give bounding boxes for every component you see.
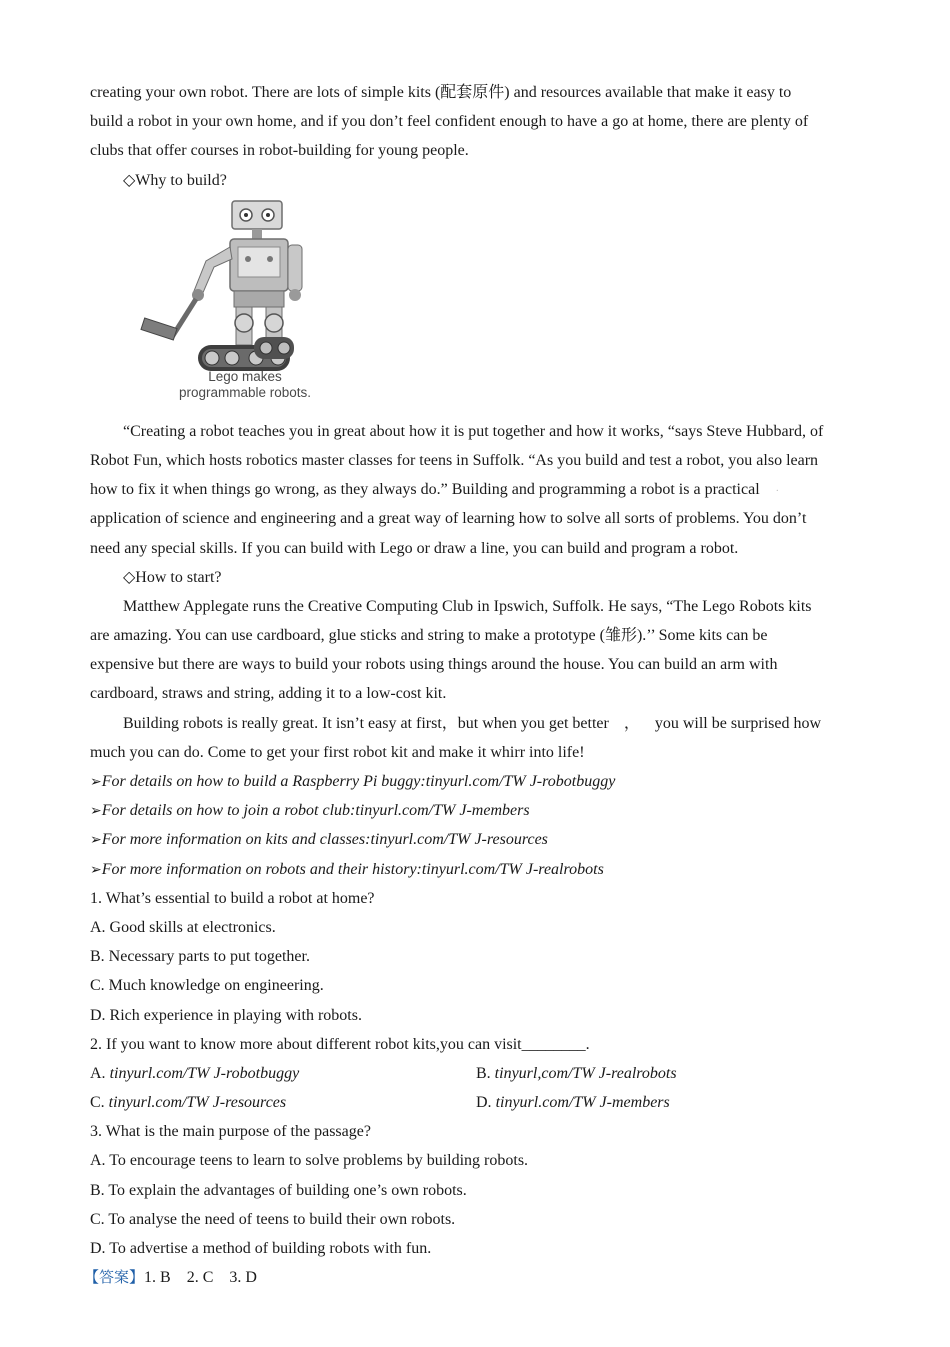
option-text: tinyurl.com/TW J-resources: [108, 1094, 287, 1112]
figure-caption-line-2: programmable robots.: [178, 384, 312, 400]
option-row: [90, 1059, 862, 1088]
text-line: cardboard, straws and string, adding it to a low-cost kit.: [90, 685, 447, 703]
link-text[interactable]: For details on how to build a Raspberry Pi buggy:tinyurl.com/TW J-robotbuggy: [101, 773, 616, 790]
figure-caption-line-1: Lego makes: [208, 368, 282, 384]
option-label: A.: [90, 1064, 110, 1082]
resource-links: [90, 767, 862, 884]
answer-option: [476, 1059, 862, 1088]
answer-option: A. To encourage teens to learn to solve problems by building robots.: [90, 1152, 529, 1170]
arrow-bullet-icon: ➢: [90, 862, 102, 878]
answer-option: B. To explain the advantages of building one’s own robots.: [90, 1181, 467, 1199]
text-line: much you can do. Come to get your first robot kit and make it whirr into life!: [90, 743, 585, 761]
text-span: how to fix it when things go wrong, as they always do.” Building and programming a robot is a practical: [90, 481, 760, 499]
text-line: application of science and engineering and a great way of learning how to solve all sorts of problems. You don’t: [90, 510, 807, 528]
question-stem: 3. What is the main purpose of the passage?: [90, 1123, 371, 1141]
text-line: build a robot in your own home, and if you don’t feel confident enough to have a go at home, there are plenty of: [90, 113, 809, 131]
text-line: need any special skills. If you can build with Lego or draw a line, you can build and program a robot.: [90, 539, 739, 557]
option-text: tinyurl.com/TW J-robotbuggy: [109, 1064, 300, 1082]
answer-tag: 【答案】: [84, 1268, 145, 1287]
option-text: tinyurl.com/TW J-members: [495, 1094, 670, 1112]
text-span: ，: [623, 714, 640, 732]
answer-option: [90, 1059, 476, 1088]
arrow-bullet-icon: ➢: [90, 833, 102, 849]
answer-option: D. To advertise a method of building robots with fun.: [90, 1240, 432, 1257]
text-line: Robot Fun, which hosts robotics master classes for teens in Suffolk. “As you build and test a robot, you also learn: [90, 451, 819, 469]
question-3: [90, 1117, 862, 1263]
option-text: tinyurl,com/TW J-realrobots: [494, 1064, 677, 1082]
option-label: C.: [90, 1094, 109, 1112]
question-1: [90, 884, 862, 1030]
answer-option: D. Rich experience in playing with robots.: [90, 1006, 362, 1024]
option-row: [90, 1088, 862, 1117]
text-line: “Creating a robot teaches you in great about how it is put together and how it works, “says Steve Hubbard, of: [123, 422, 824, 440]
scan-mark: ·: [775, 486, 779, 498]
link-text[interactable]: For more information on kits and classes:tinyurl.com/TW J-resources: [101, 831, 548, 849]
answer-option: C. To analyse the need of teens to build their own robots.: [90, 1210, 456, 1228]
link-text[interactable]: For details on how to join a robot club:tinyurl.com/TW J-members: [101, 802, 530, 820]
link-item[interactable]: [90, 796, 862, 825]
text-line: creating your own robot. There are lots of simple kits (配套原件) and resources available that make it easy to: [90, 84, 792, 101]
text-line: clubs that offer courses in robot-building for young people.: [90, 142, 469, 160]
text-line: [90, 475, 862, 504]
section-heading-why: ◇Why to build?: [123, 171, 227, 189]
link-item[interactable]: [90, 825, 862, 854]
arrow-bullet-icon: ➢: [90, 804, 102, 820]
option-label: B.: [476, 1064, 495, 1082]
text-line: expensive but there are ways to build your robots using things around the house. You can build an arm with: [90, 656, 778, 674]
intro-paragraph: [90, 78, 862, 166]
answer-option: B. Necessary parts to put together.: [90, 948, 310, 966]
answer-text: 1. B 2. C 3. D: [144, 1269, 257, 1287]
answer-option: C. Much knowledge on engineering.: [90, 977, 324, 995]
answer-key: [84, 1263, 862, 1292]
answer-option: [90, 1088, 476, 1117]
document-body: [84, 78, 862, 1292]
link-text[interactable]: For more information on robots and their history:tinyurl.com/TW J-realrobots: [101, 860, 604, 878]
question-2: [90, 1030, 862, 1118]
section-heading-how: ◇How to start?: [123, 568, 222, 586]
question-stem: 1. What’s essential to build a robot at home?: [90, 889, 375, 907]
answer-option: A. Good skills at electronics.: [90, 918, 276, 936]
link-item[interactable]: [90, 767, 862, 796]
answer-option: [476, 1088, 862, 1117]
closing-paragraph: [90, 709, 862, 767]
text-line: [90, 709, 862, 738]
robot-figure: [136, 195, 862, 417]
why-paragraph: [90, 417, 862, 563]
text-line: are amazing. You can use cardboard, glue sticks and string to make a prototype (雏形).’’ Some kits can be: [90, 627, 768, 645]
link-item[interactable]: [90, 855, 862, 884]
question-stem: 2. If you want to know more about different robot kits,you can visit________.: [90, 1035, 590, 1053]
how-paragraph: [90, 592, 862, 709]
arrow-bullet-icon: ➢: [90, 775, 102, 790]
text-span: you will be surprised how: [654, 714, 822, 732]
text-line: Matthew Applegate runs the Creative Computing Club in Ipswich, Suffolk. He says, “The Lego Robots kits: [123, 597, 812, 615]
option-label: D.: [476, 1094, 496, 1112]
text-span: Building robots is really great. It isn’t easy at first，but when you get better: [123, 714, 609, 732]
